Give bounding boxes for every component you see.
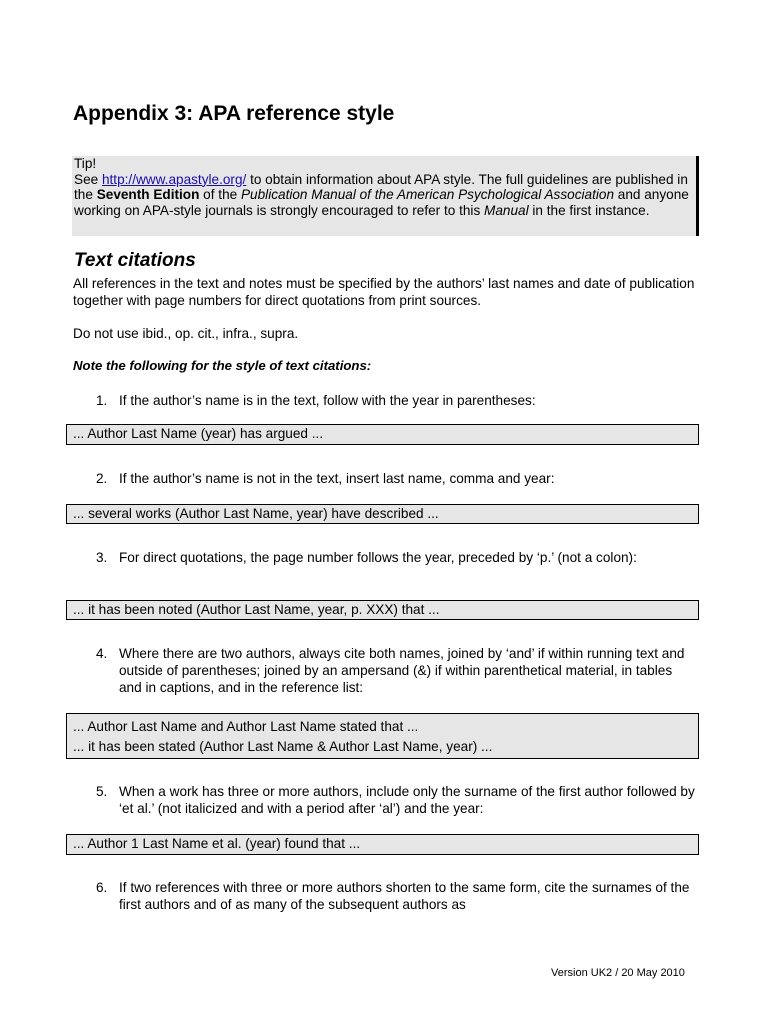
tip-label: Tip! [74,156,97,171]
example-line: ... Author Last Name (year) has argued ... [73,426,324,441]
example-box [66,424,699,445]
section-heading: Text citations [74,250,196,271]
example-box [66,504,699,524]
list-item: 6. If two references with three or more authors shorten to the same form, cite the surnames of the first authors and of as many of the subsequent authors as [96,880,690,912]
list-item: 3. For direct quotations, the page number follows the year, preceded by ‘p.’ (not a colon): [96,550,637,565]
example-box [66,600,699,620]
do-not-use-paragraph: Do not use ibid., op. cit., infra., supra. [73,326,299,341]
tip-box [72,156,699,236]
example-box [66,713,699,759]
example-box [66,834,699,855]
example-line: ... several works (Author Last Name, year) have described ... [73,506,439,521]
intro-paragraph: All references in the text and notes must be specified by the authors’ last names and date of publication together with page numbers for direct quotations from print sources. [73,276,695,308]
example-line: ... Author Last Name and Author Last Name stated that ... [73,719,419,734]
list-item: 5. When a work has three or more authors, include only the surname of the first author followed by ‘et al.’ (not italicized and with a period after ‘al’) and the year: [96,784,695,816]
apastyle-link[interactable]: http://www.apastyle.org/ [101,171,247,187]
example-line: ... it has been stated (Author Last Name & Author Last Name, year) ... [73,739,493,754]
list-item: 4. Where there are two authors, always cite both names, joined by ‘and’ if within running text and outside of parentheses; joined by an ampersand (&) if within parenthetical material, in tables and in captions, and in the reference list: [96,646,685,695]
list-item: 2. If the author’s name is not in the text, insert last name, comma and year: [96,471,555,486]
example-line: ... Author 1 Last Name et al. (year) found that ... [73,836,361,851]
note-heading: Note the following for the style of text citations: [73,358,372,373]
tip-body: See http://www.apastyle.org/ to obtain information about APA style. The full guidelines are published in the Seventh Edition of the Publication Manual of the American Psychological Association and anyone working on APA-style journals is strongly encouraged to refer to this Manual in the first instance. [74,171,689,218]
example-line: ... it has been noted (Author Last Name, year, p. XXX) that ... [73,602,440,617]
version-footer: Version UK2 / 20 May 2010 [551,967,685,979]
page-title: Appendix 3: APA reference style [73,102,395,125]
list-item: 1. If the author’s name is in the text, follow with the year in parentheses: [96,393,536,408]
